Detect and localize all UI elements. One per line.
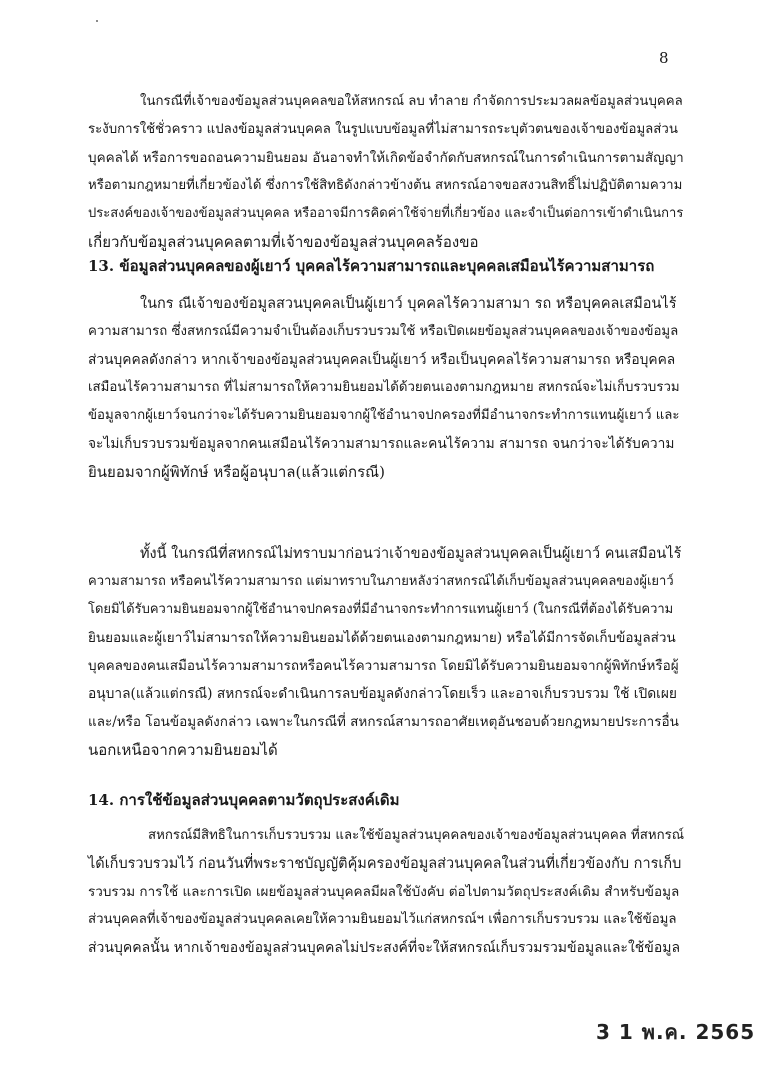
text-line: บุคคลของคนเสมือนไร้ความสามารถหรือคนไร้ความสามารถ โดยมิได้รับความยินยอมจากผู้พิทักษ์หรือผู้	[88, 658, 679, 674]
page-number: 8	[659, 49, 669, 67]
text-line: ส่วนบุคคลนั้น หากเจ้าของข้อมูลส่วนบุคคลไม่ประสงค์ที่จะให้สหกรณ์เก็บรวมรวมข้อมูลและใช้ข้อมูล	[88, 940, 681, 956]
text-line: ระงับการใช้ชั่วคราว แปลงข้อมูลส่วนบุคคล ในรูปแบบข้อมูลที่ไม่สามารถระบุตัวตนของเจ้าของข้อมูลส่วน	[88, 122, 678, 137]
section-13-heading: 13. ข้อมูลส่วนบุคคลของผู้เยาว์ บุคคลไร้ความสามารถและบุคคลเสมือนไร้ความสามารถ	[88, 257, 655, 275]
text-line: จะไม่เก็บรวบรวมข้อมูลจากคนเสมือนไร้ความสามารถและคนไร้ความ สามารถ จนกว่าจะได้รับความ	[88, 436, 675, 452]
paragraph-original-purpose	[88, 822, 684, 962]
text-line: ความสามารถ หรือคนไร้ความสามารถ แต่มาทราบในภายหลังว่าสหกรณ์ได้เก็บข้อมูลส่วนบุคคลของผู้เยาว์	[88, 574, 674, 589]
text-line: เสมือนไร้ความสามารถ ที่ไม่สามารถให้ความยินยอมได้ด้วยตนเองตามกฎหมาย สหกรณ์จะไม่เก็บรวบรวม	[88, 380, 680, 395]
text-line: ส่วนบุคคลที่เจ้าของข้อมูลส่วนบุคคลเคยให้ความยินยอมไว้แก่สหกรณ์ฯ เพื่อการเก็บรวบรวม และใช้ข้อมูล	[88, 912, 677, 927]
text-line: ในกรณีที่เจ้าของข้อมูลส่วนบุคคลขอให้สหกรณ์ ลบ ทำลาย กำจัดการประมวลผลข้อมูลส่วนบุคคล	[140, 94, 683, 109]
text-line: บุคคลได้ หรือการขอถอนความยินยอม อันอาจทำให้เกิดข้อจำกัดกับสหกรณ์ในการดำเนินการตามสัญญา	[88, 150, 684, 166]
text-line: ส่วนบุคคลดังกล่าว หากเจ้าของข้อมูลส่วนบุคคลเป็นผู้เยาว์ หรือเป็นบุคคลไร้ความสามารถ หรือบุคคล	[88, 352, 676, 368]
text-line: หรือตามกฎหมายที่เกี่ยวข้องได้ ซึ่งการใช้สิทธิดังกล่าวข้างต้น สหกรณ์อาจขอสงวนสิทธิ์ไม่ปฏิบัติตามความ	[88, 178, 683, 193]
text-line: สหกรณ์มีสิทธิในการเก็บรวบรวม และใช้ข้อมูลส่วนบุคคลของเจ้าของข้อมูลส่วนบุคคล ที่สหกรณ์	[148, 828, 684, 843]
scan-speck	[96, 20, 98, 22]
section-14-heading: 14. การใช้ข้อมูลส่วนบุคคลตามวัตถุประสงค์เดิม	[88, 791, 400, 809]
text-line: ข้อมูลจากผู้เยาว์จนกว่าจะได้รับความยินยอมจากผู้ใช้อำนาจปกครองที่มีอำนาจกระทำการแทนผู้เยาว์ และ	[88, 408, 680, 423]
paragraph-rights-request	[88, 88, 684, 256]
text-line: รวบรวม การใช้ และการเปิด เผยข้อมูลส่วนบุคคลมีผลใช้บังคับ ต่อไปตามวัตถุประสงค์เดิม สำหรับข้อมูล	[88, 884, 680, 900]
text-line: อนุบาล(แล้วแต่กรณี) สหกรณ์จะดำเนินการลบข้อมูลดังกล่าวโดยเร็ว และอาจเก็บรวบรวม ใช้ เปิดเผย	[88, 686, 677, 702]
section-13-heading-wrap	[88, 252, 684, 280]
text-line: นอกเหนือจากความยินยอมได้	[88, 741, 278, 759]
text-line: ทั้งนี้ ในกรณีที่สหกรณ์ไม่ทราบมาก่อนว่าเจ้าของข้อมูลส่วนบุคคลเป็นผู้เยาว์ คนเสมือนไร้	[140, 546, 682, 562]
text-line: ในกร ณีเจ้าของข้อมูลสวนบุคคลเป็นผู้เยาว์ บุคคลไร้ความสามา รถ หรือบุคคลเสมือนไร้	[140, 296, 677, 312]
text-line: โดยมิได้รับความยินยอมจากผู้ใช้อำนาจปกครองที่มีอำนาจกระทำการแทนผู้เยาว์ (ในกรณีที่ต้องได้รับความ	[88, 602, 674, 617]
paragraph-minors	[88, 290, 684, 486]
text-line: และ/หรือ โอนข้อมูลดังกล่าว เฉพาะในกรณีที่ สหกรณ์สามารถอาศัยเหตุอันชอบด้วยกฎหมายประการอื่น	[88, 714, 679, 730]
text-line: ยินยอมและผู้เยาว์ไม่สามารถให้ความยินยอมได้ด้วยตนเองตามกฎหมาย) หรือได้มีการจัดเก็บข้อมูลส่วน	[88, 630, 676, 646]
section-14-heading-wrap	[88, 786, 684, 814]
text-line: ความสามารถ ซึ่งสหกรณ์มีความจำเป็นต้องเก็บรวบรวมใช้ หรือเปิดเผยข้อมูลส่วนบุคคลของเจ้าของข้อมูล	[88, 324, 679, 339]
text-line: ยินยอมจากผู้พิทักษ์ หรือผู้อนุบาล(แล้วแต่กรณี)	[88, 463, 385, 481]
date-stamp: 3 1 พ.ค. 2565	[596, 1020, 756, 1044]
text-line: เกี่ยวกับข้อมูลส่วนบุคคลตามที่เจ้าของข้อมูลส่วนบุคคลร้องขอ	[88, 233, 479, 251]
text-line: ได้เก็บรวบรวมไว้ ก่อนวันที่พระราชบัญญัติคุ้มครองข้อมูลส่วนบุคคลในส่วนที่เกี่ยวข้องกับ การเก็บ	[88, 856, 682, 872]
text-line: ประสงค์ของเจ้าของข้อมูลส่วนบุคคล หรืออาจมีการคิดค่าใช้จ่ายที่เกี่ยวข้อง และจำเป็นต่อการเข้าดำเนินการ	[88, 206, 684, 221]
paragraph-unknown-minor	[88, 540, 684, 764]
